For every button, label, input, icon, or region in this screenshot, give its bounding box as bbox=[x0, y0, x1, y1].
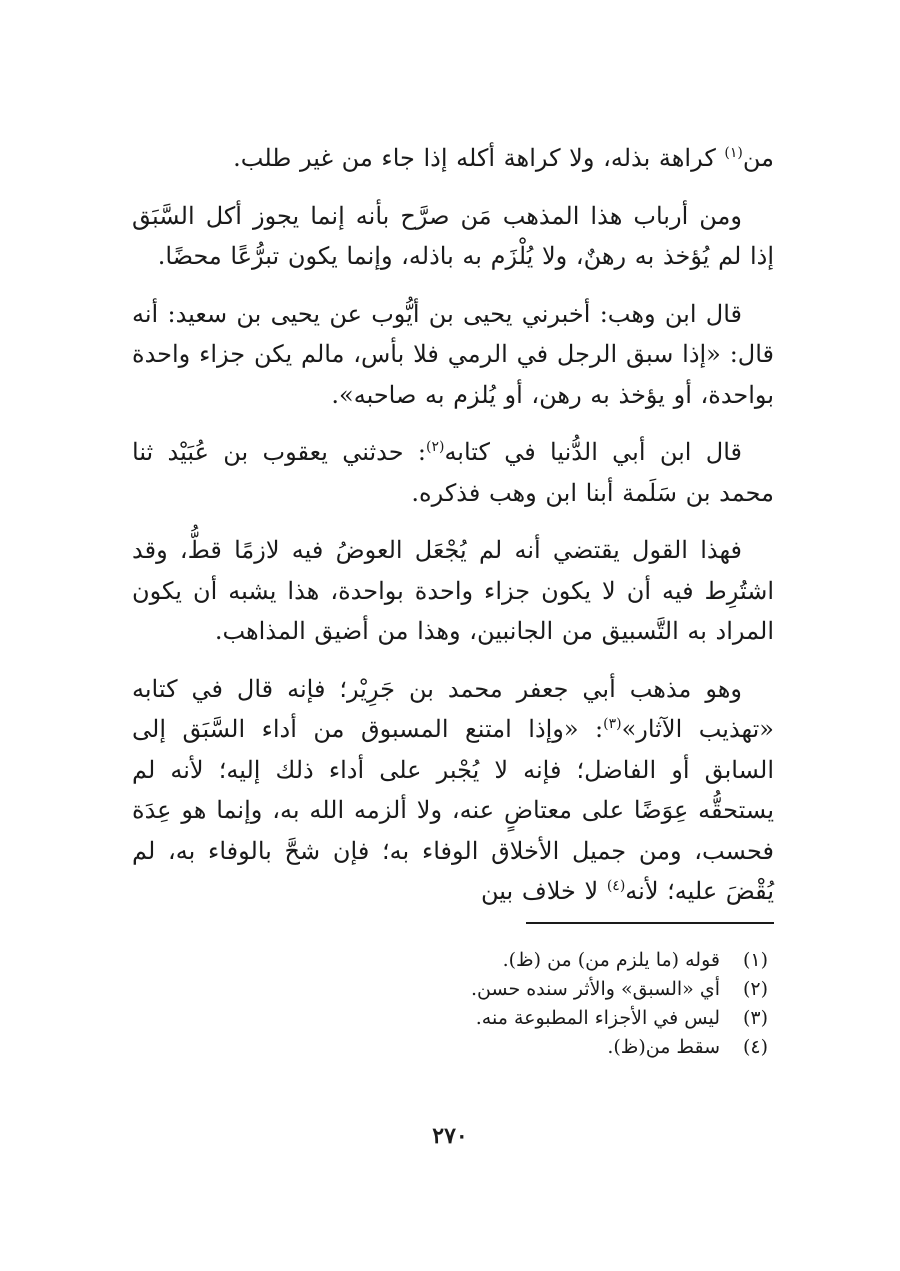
footnote-text: ليس في الأجزاء المطبوعة منه. bbox=[475, 1007, 720, 1029]
footnote-text: سقط من(ظ). bbox=[607, 1036, 720, 1058]
footnote-marker-3: (٣) bbox=[603, 716, 622, 732]
footnote-2 bbox=[128, 975, 768, 1004]
text-run: قال ابن أبي الدُّنيا في كتابه bbox=[444, 438, 742, 466]
footnote-1 bbox=[128, 946, 768, 975]
text-run: ومن أرباب هذا المذهب مَن صرَّح بأنه إنما يجوز أكل السَّبَق إذا لم يُؤخذ به رهنٌ، ولا يُلْزَم به باذله، وإنما يكون تبرُّعًا محضًا. bbox=[132, 201, 774, 270]
footnote-marker-4: (٤) bbox=[606, 878, 626, 894]
footnote-number: (٣) bbox=[742, 1007, 768, 1029]
text-run: من bbox=[742, 144, 774, 172]
footnote-text: أي «السبق» والأثر سنده حسن. bbox=[471, 978, 720, 1000]
paragraph-4 bbox=[132, 432, 774, 513]
footnote-marker-2: (٢) bbox=[425, 439, 445, 455]
footnote-number: (١) bbox=[742, 949, 768, 971]
footnote-marker-1: (١) bbox=[724, 145, 743, 161]
footnote-text: قوله (ما يلزم من) من (ظ). bbox=[502, 949, 720, 971]
text-run: كراهة بذله، ولا كراهة أكله إذا جاء من غير طلب. bbox=[233, 144, 725, 172]
paragraph-6 bbox=[132, 669, 774, 912]
text-run: وهو مذهب أبي جعفر محمد بن جَرِيْر؛ فإنه قال في كتابه «تهذيب الآثار» bbox=[132, 674, 774, 743]
text-run: : حدثني يعقوب بن عُبَيْد ثنا محمد بن سَلَمة أبنا ابن وهب فذكره. bbox=[132, 438, 774, 507]
paragraph-2 bbox=[132, 196, 774, 277]
text-run: : «وإذا امتنع المسبوق من أداء السَّبَق إلى السابق أو الفاضل؛ فإنه لا يُجْبر على أداء ذلك إليه؛ لأنه لم يستحقُّه عِوَضًا على معتاضٍ عنه، ولا ألزمه الله به، وإنما هو عِدَة فحسب، ومن جميل الأخلاق الوفاء به؛ فإن شحَّ بالوفاء به، لم يُقْضَ عليه؛ لأنه bbox=[132, 715, 774, 905]
text-run: لا خلاف بين bbox=[481, 877, 607, 905]
paragraph-1 bbox=[132, 138, 774, 179]
paragraph-5 bbox=[132, 530, 774, 652]
footnotes bbox=[128, 946, 768, 1062]
footnote-number: (٢) bbox=[742, 978, 768, 1000]
page-number: ٢٧٠ bbox=[432, 1123, 468, 1149]
footnote-number: (٤) bbox=[742, 1036, 768, 1058]
footnote-separator bbox=[526, 922, 774, 924]
footnote-4 bbox=[128, 1033, 768, 1062]
main-text bbox=[132, 138, 774, 929]
text-run: قال ابن وهب: أخبرني يحيى بن أيُّوب عن يحيى بن سعيد: أنه قال: «إذا سبق الرجل في الرمي فلا بأس، مالم يكن جزاء واحدة بواحدة، أو يؤخذ به رهن، أو يُلزم به صاحبه». bbox=[132, 299, 774, 409]
paragraph-3 bbox=[132, 294, 774, 416]
text-run: فهذا القول يقتضي أنه لم يُجْعَل العوضُ فيه لازمًا قطُّ، وقد اشتُرِط فيه أن لا يكون جزاء واحدة بواحدة، هذا يشبه أن يكون المراد به التَّسبيق من الجانبين، وهذا من أضيق المذاهب. bbox=[132, 536, 774, 645]
footnote-3 bbox=[128, 1004, 768, 1033]
